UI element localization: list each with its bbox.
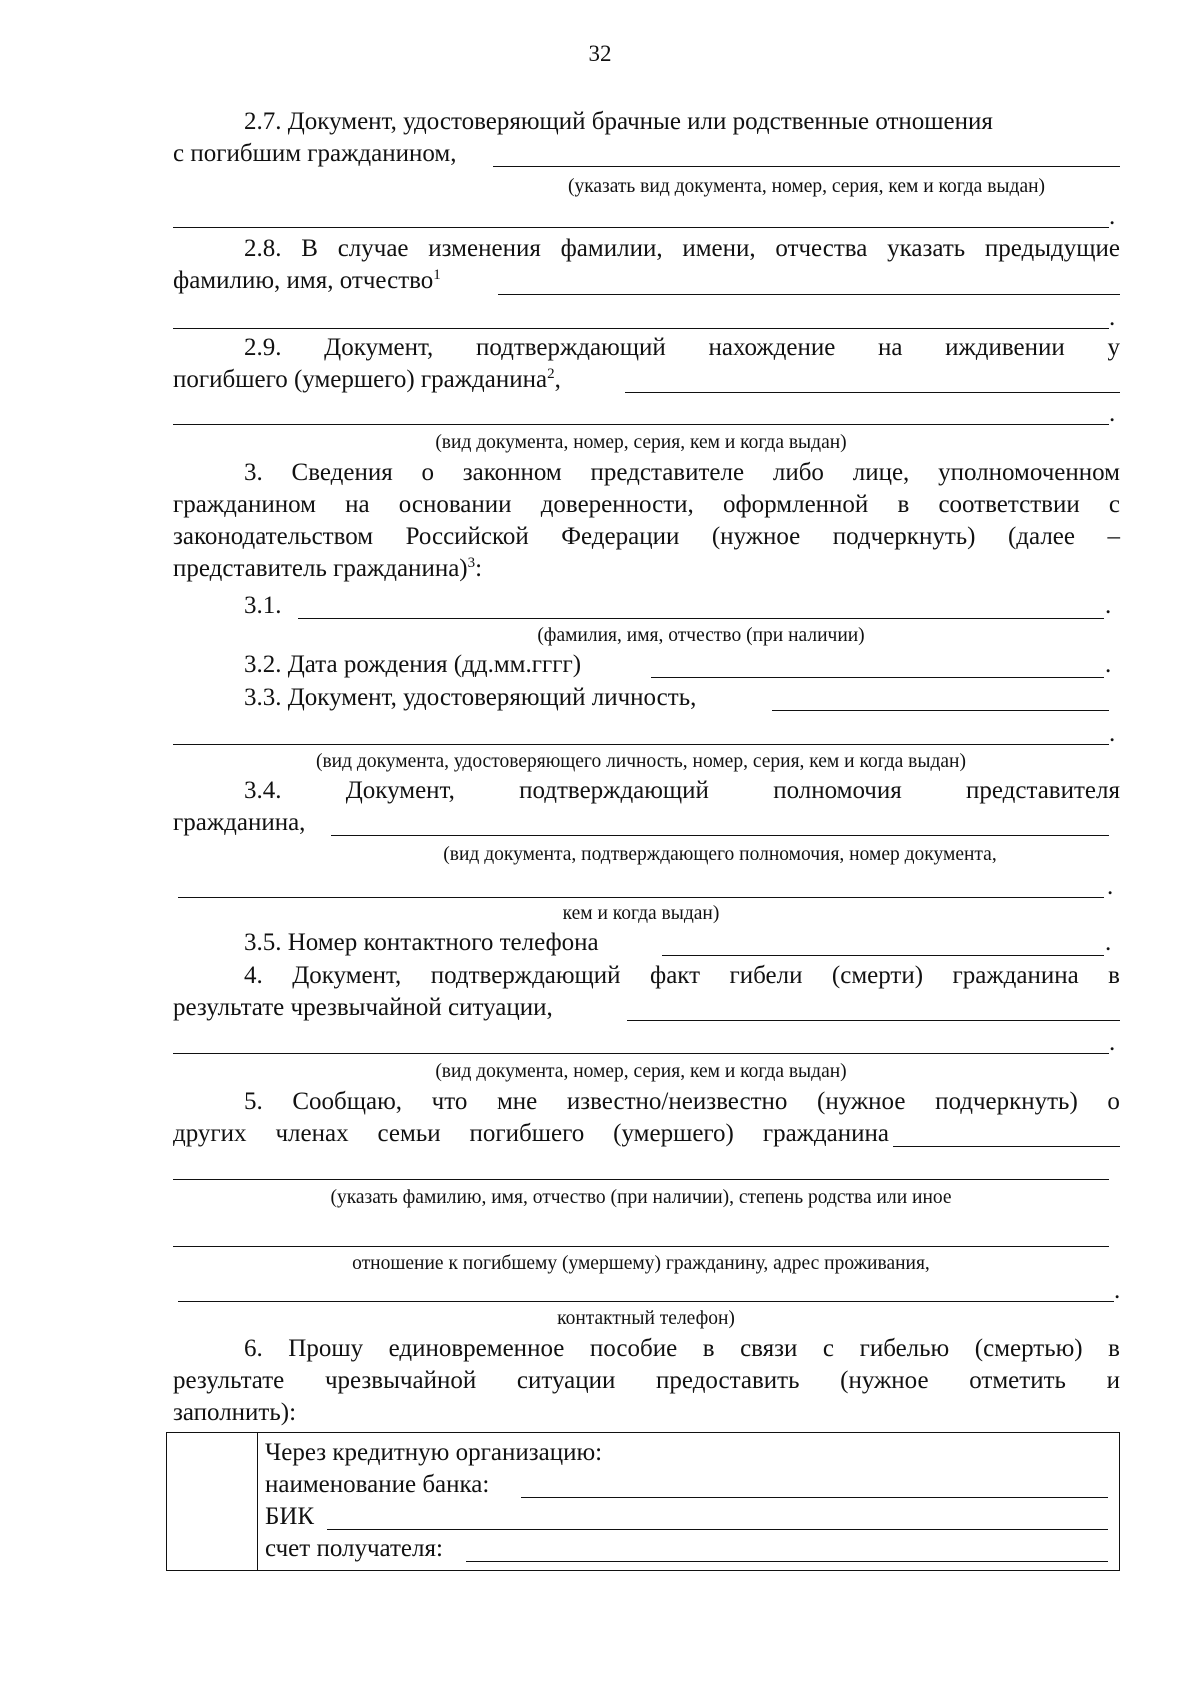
colon: : [475,555,483,582]
word: результате [173,1367,285,1394]
word: с [822,1335,835,1362]
item-4-line2: результате чрезвычайной ситуации, [173,994,553,1021]
item-5-hint-2: отношение к погибшему (умершему) гражданину, адрес проживания, [352,1253,930,1274]
word: семьи [377,1120,441,1147]
word: нахождение [708,334,836,361]
word: случае [337,235,409,262]
item-2-8-line2-text: фамилию, имя, отчество [173,267,434,294]
word: – [1107,523,1120,550]
word: гражданина [952,962,1079,989]
item-3-3-end: . [1109,720,1116,747]
item-3-line4-text: представитель гражданина) [173,555,468,582]
item-2-8-line1 [244,234,1120,264]
word: факт [650,962,701,989]
item-3-1-hint: (фамилия, имя, отчество (при наличии) [537,625,865,646]
footnote-ref-3: 3 [467,555,476,571]
item-4-line1 [244,961,1120,991]
word: единовременное [388,1335,565,1362]
word: членах [275,1120,349,1147]
word: 4. [244,962,263,989]
item-2-9-hint: (вид документа, номер, серия, кем и когда выдан) [435,432,847,453]
word: оформленной [722,491,869,518]
word: связи [740,1335,798,1362]
word: 3.4. [244,777,282,804]
item-3-5-label: 3.5. Номер контактного телефона [244,929,599,956]
item-2-7-hint: (указать вид документа, номер, серия, кем и когда выдан) [567,176,1046,197]
word: мне [496,1088,538,1115]
footnote-ref-2: 2 [547,366,555,382]
account-field[interactable] [466,1561,1108,1562]
item-3-4-hint-2: кем и когда выдан) [562,903,720,924]
word: на [345,491,370,518]
item-3-1-field[interactable] [298,618,1104,619]
item-5-field[interactable] [893,1146,1120,1147]
word: иждивении [945,334,1065,361]
item-2-9-end: . [1109,400,1116,427]
item-2-7-field[interactable] [493,166,1120,167]
item-3-5-field[interactable] [662,955,1104,956]
word: в [702,1335,715,1362]
item-3-4-hint-1: (вид документа, подтверждающего полномочия, номер документа, [443,844,997,865]
word: Документ, [345,777,455,804]
item-3-2-end: . [1105,651,1112,678]
word: что [431,1088,468,1115]
bank-name-field[interactable] [521,1497,1108,1498]
word: подтверждающий [475,334,666,361]
word: подтверждающий [519,777,709,804]
item-2-8-line2 [173,266,441,296]
item-3-2-field[interactable] [651,677,1104,678]
word: 6. [244,1335,263,1362]
word: (умершего) [613,1120,734,1147]
word: гибели [729,962,803,989]
item-6-line1 [244,1334,1120,1364]
item-5-line1 [244,1087,1120,1117]
word: о [421,459,434,486]
word: и [1106,1367,1120,1394]
word: соответствии [938,491,1080,518]
word: Документ, [324,334,434,361]
item-3-4-line1 [244,776,1120,806]
word: 5. [244,1088,263,1115]
item-4-field-2[interactable] [173,1053,1109,1054]
page-number: 32 [588,41,612,66]
word: гибелью [859,1335,950,1362]
word: законодательством [173,523,374,550]
word: полномочия [773,777,902,804]
word: в [1108,1335,1120,1362]
item-3-4-line2: гражданина, [173,809,306,836]
item-3-3-hint: (вид документа, удостоверяющего личность, номер, серия, кем и когда выдан) [315,751,966,772]
account-label: счет получателя: [265,1535,443,1562]
word: предоставить [656,1367,800,1394]
item-5-field-3[interactable] [173,1246,1109,1247]
word: у [1107,334,1120,361]
bank-table-divider [257,1433,258,1570]
word: подчеркнуть) [935,1088,1078,1115]
item-3-line2 [173,490,1120,520]
item-3-line4 [173,554,482,584]
bank-name-label: наименование банка: [265,1471,490,1498]
word: (смерти) [831,962,924,989]
word: в [897,491,910,518]
bik-field[interactable] [327,1529,1108,1530]
word: представителе [590,459,745,486]
comma: , [554,366,561,393]
item-2-8-field[interactable] [498,294,1120,295]
word: отчества [775,235,868,262]
word: (смертью) [974,1335,1083,1362]
item-2-7-line2: с погибшим гражданином, [173,140,457,167]
footnote-ref-1: 1 [433,267,441,283]
item-2-9-line2 [173,365,561,395]
word: законном [462,459,562,486]
item-4-end: . [1109,1029,1116,1056]
word: указать [887,235,966,262]
bik-label: БИК [265,1503,315,1530]
item-3-4-field[interactable] [331,835,1109,836]
word: Прошу [288,1335,364,1362]
word: В [301,235,318,262]
item-2-8-end: . [1109,304,1116,331]
word: в [1108,962,1120,989]
item-2-7-end: . [1109,203,1116,230]
item-3-4-field-2[interactable] [178,897,1104,898]
word: 2.9. [244,334,282,361]
word: Сведения [291,459,393,486]
word: предыдущие [984,235,1120,262]
word: о [1107,1088,1120,1115]
item-2-9-line1 [244,333,1120,363]
word: (далее [1007,523,1075,550]
item-3-1-label: 3.1. [244,592,282,619]
word: Документ, [292,962,402,989]
word: гражданина [762,1120,889,1147]
word: либо [772,459,824,486]
item-3-1-end: . [1105,592,1112,619]
word: ситуации [516,1367,616,1394]
word: с [1108,491,1120,518]
word: подчеркнуть) [832,523,976,550]
item-6-line2 [173,1366,1120,1396]
item-2-8-field-2[interactable] [173,328,1109,329]
item-3-5-end: . [1105,929,1112,956]
word: Российской [405,523,529,550]
item-3-line3 [173,522,1120,552]
item-4-field[interactable] [627,1020,1120,1021]
item-6-line3: заполнить): [173,1399,297,1426]
word: имени, [682,235,756,262]
item-3-2-label: 3.2. Дата рождения (дд.мм.гггг) [244,651,582,678]
word: 3. [244,459,263,486]
item-3-3-field[interactable] [772,710,1109,711]
item-2-7-field-2[interactable] [173,227,1109,228]
item-3-line1 [244,458,1120,488]
word: подтверждающий [430,962,621,989]
word: пособие [589,1335,678,1362]
word: лице, [852,459,910,486]
word: изменения [428,235,541,262]
word: 2.8. [244,235,282,262]
word: Федерации [561,523,680,550]
item-5-end: . [1114,1277,1121,1304]
word: других [173,1120,247,1147]
item-5-hint-1: (указать фамилию, имя, отчество (при наличии), степень родства или иное [330,1187,952,1208]
word: отметить [969,1367,1066,1394]
item-3-4-end: . [1107,873,1114,900]
bank-table-checkbox-cell[interactable] [167,1433,257,1570]
item-2-9-field[interactable] [625,392,1120,393]
item-5-field-2[interactable] [173,1179,1109,1180]
word: (нужное [840,1367,929,1394]
word: доверенности, [540,491,694,518]
bank-box-title: Через кредитную организацию: [265,1439,603,1466]
word: (нужное [711,523,801,550]
word: представителя [966,777,1120,804]
item-5-hint-3: контактный телефон) [557,1308,735,1329]
word: основании [398,491,512,518]
word: уполномоченном [938,459,1120,486]
item-5-field-4[interactable] [178,1301,1114,1302]
word: гражданином [173,491,316,518]
item-3-3-field-2[interactable] [173,744,1109,745]
word: погибшего [469,1120,585,1147]
item-2-9-field-2[interactable] [173,424,1109,425]
word: фамилии, [560,235,663,262]
word: Сообщаю, [292,1088,403,1115]
item-2-9-line2-text: погибшего (умершего) гражданина [173,366,548,393]
word: известно/неизвестно [566,1088,788,1115]
item-4-hint: (вид документа, номер, серия, кем и когда выдан) [435,1061,847,1082]
word: на [877,334,903,361]
item-3-3-label: 3.3. Документ, удостоверяющий личность, [244,684,697,711]
item-5-line2 [173,1119,889,1149]
word: чрезвычайной [324,1367,477,1394]
word: (нужное [817,1088,906,1115]
item-2-7-line1: 2.7. Документ, удостоверяющий брачные или родственные отношения [244,108,993,135]
